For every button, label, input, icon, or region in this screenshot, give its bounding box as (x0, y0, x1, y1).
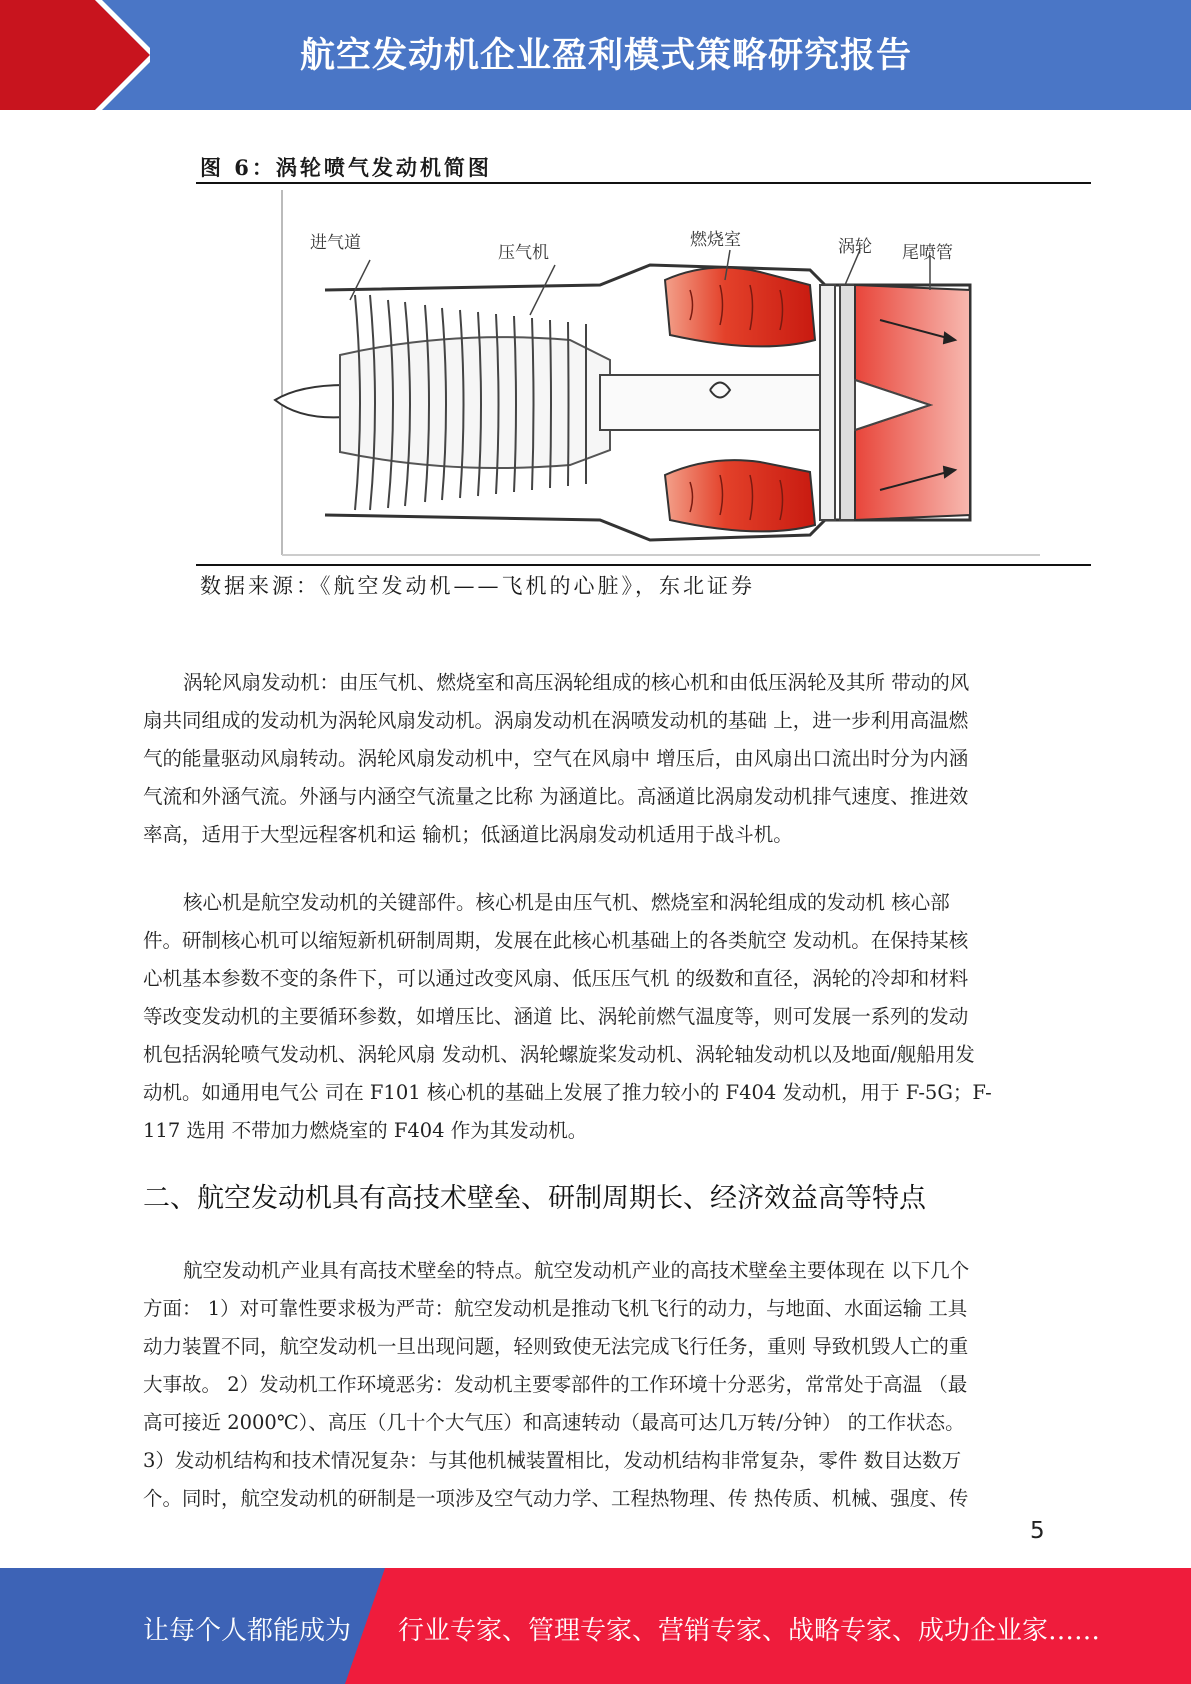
figure-top-rule (196, 182, 1091, 184)
turbojet-diagram (270, 190, 1040, 560)
text-line: 件。研制核心机可以缩短新机研制周期，发展在此核心机基础上的各类航空 发动机。在保持某核 (143, 929, 969, 952)
report-title: 航空发动机企业盈利模式策略研究报告 (300, 36, 913, 76)
text-line: 心机基本参数不变的条件下，可以通过改变风扇、低压压气机 的级数和直径，涡轮的冷却和材料 (143, 967, 969, 990)
footer-slogan-left: 让每个人都能成为 (143, 1616, 352, 1646)
text-line: 高可接近 2000℃）、高压（几十个大气压）和高速转动（最高可达几万转/分钟） 的工作状态。 (143, 1411, 965, 1434)
label-compressor: 压气机 (498, 243, 549, 263)
figure-source: 数据来源：《航空发动机——飞机的心脏》，东北证券 (200, 574, 755, 598)
text-line: 气的能量驱动风扇转动。涡轮风扇发动机中，空气在风扇中 增压后，由风扇出口流出时分为内涵 (143, 747, 969, 770)
label-nozzle: 尾喷管 (902, 243, 953, 263)
footer-slogan-right: 行业专家、管理专家、营销专家、战略专家、成功企业家…… (398, 1616, 1101, 1646)
figure-title: 图 6：涡轮喷气发动机简图 (200, 155, 492, 180)
page-footer (0, 1568, 1191, 1684)
text-line: 3）发动机结构和技术情况复杂：与其他机械装置相比，发动机结构非常复杂，零件 数目达数万 (143, 1449, 962, 1472)
label-combustor: 燃烧室 (690, 230, 741, 250)
text-line: 等改变发动机的主要循环参数，如增压比、涵道 比、涡轮前燃气温度等，则可发展一系列的发动 (143, 1005, 969, 1028)
text-line: 个。同时，航空发动机的研制是一项涉及空气动力学、工程热物理、传 热传质、机械、强度、传 (143, 1487, 969, 1510)
header-chevron-decoration (0, 0, 150, 110)
paragraph-core-engine (143, 884, 1043, 1150)
text-line: 气流和外涵气流。外涵与内涵空气流量之比称 为涵道比。高涵道比涡扇发动机排气速度、推进效 (143, 785, 969, 808)
text-line: 率高，适用于大型远程客机和运 输机；低涵道比涡扇发动机适用于战斗机。 (143, 823, 793, 846)
text-line: 扇共同组成的发动机为涡轮风扇发动机。涡扇发动机在涡喷发动机的基础 上，进一步利用高温燃 (143, 709, 969, 732)
text-line: 航空发动机产业具有高技术壁垒的特点。航空发动机产业的高技术壁垒主要体现在 以下几个 (183, 1259, 970, 1282)
figure-bottom-rule (196, 564, 1091, 566)
label-turbine: 涡轮 (838, 237, 872, 257)
paragraph-turbofan (143, 664, 1043, 854)
section-heading: 二、航空发动机具有高技术壁垒、研制周期长、经济效益高等特点 (143, 1183, 926, 1214)
text-line: 核心机是航空发动机的关键部件。核心机是由压气机、燃烧室和涡轮组成的发动机 核心部 (183, 891, 950, 914)
text-line: 大事故。 2）发动机工作环境恶劣：发动机主要零部件的工作环境十分恶劣，常常处于高温 （最 (143, 1373, 968, 1396)
text-line: 动机。如通用电气公 司在 F101 核心机的基础上发展了推力较小的 F404 发动机，用于 F-5G；F- (143, 1081, 992, 1104)
turbojet-diagram-svg (270, 190, 1040, 560)
text-line: 117 选用 不带加力燃烧室的 F404 作为其发动机。 (143, 1119, 588, 1142)
text-line: 涡轮风扇发动机：由压气机、燃烧室和高压涡轮组成的核心机和由低压涡轮及其所 带动的风 (183, 671, 970, 694)
page-number: 5 (1030, 1518, 1045, 1544)
page-header (0, 0, 1191, 110)
text-line: 机包括涡轮喷气发动机、涡轮风扇 发动机、涡轮螺旋桨发动机、涡轮轴发动机以及地面/舰船用发 (143, 1043, 975, 1066)
paragraph-tech-barrier (143, 1252, 1043, 1518)
label-inlet: 进气道 (310, 233, 361, 253)
text-line: 方面： 1）对可靠性要求极为严苛：航空发动机是推动飞机飞行的动力，与地面、水面运输 工具 (143, 1297, 968, 1320)
text-line: 动力装置不同，航空发动机一旦出现问题，轻则致使无法完成飞行任务，重则 导致机毁人亡的重 (143, 1335, 969, 1358)
